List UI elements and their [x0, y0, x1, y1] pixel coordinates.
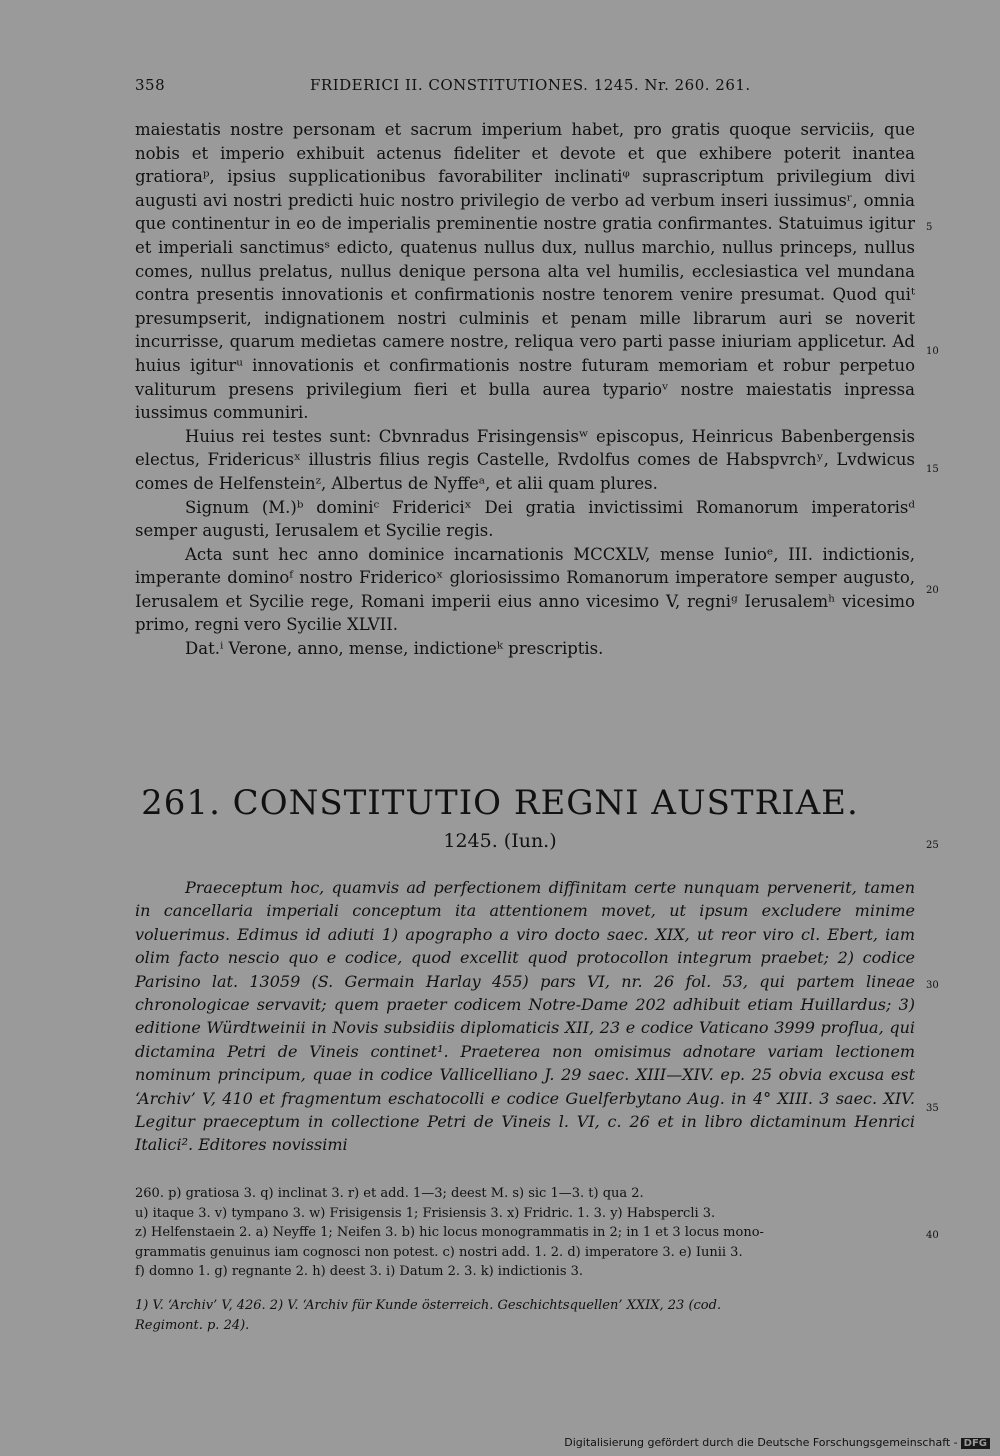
footnote-line: Regimont. p. 24).: [135, 1318, 250, 1333]
margin-line-number: 35: [926, 1103, 939, 1114]
editorial-introduction: Praeceptum hoc, quamvis ad perfectionem diffinitam certe nunquam pervenerit, tamen in cancellaria imperiali conceptum ita attentionem movet, ut ipsum excludere minime voluerimus. Edimus id adiuti 1) apographo a viro docto saec. XIX, ut reor viro cl. Ebert, iam olim facto nescio quo e codice, quod excellit quod protocollon integrum praebet; 2) codice Parisino lat. 13059 (S. Germain Harlay 455) pars VI, nr. 26 fol. 53, qui partem lineae chronologicae servavit; quem praeter codicem Notre-Dame 202 adhibuit etiam Huillardus; 3) editione Würdtweinii in Novis subsidiis diplomaticis XII, 23 e codice Vaticano 3999 proflua, qui dictamina Petri de Vineis continet¹. Praeterea non omisimus adnotare variam lectionem nominum principum, quae in codice Vallicelliano J. 29 saec. XIII—XIV. ep. 25 obvia excusa est ‘Archiv’ V, 410 et fragmentum eschatocolli e codice Guelferbytano Aug. in 4° XIII. 3 saec. XIV. Legitur praeceptum in collectione Petri de Vineis l. VI, c. 26 et in libro dictaminum Henrici Italici². Editores novissimi: [135, 878, 915, 1155]
apparatus-line: f) domno 1. g) regnante 2. h) deest 3. i) Datum 2. 3. k) indictionis 3.: [135, 1264, 584, 1280]
dating-paragraph: Acta sunt hec anno dominice incarnationis MCCXLV, mense Iunioᵉ, III. indictionis, imperante dominoᶠ nostro Fridericoˣ gloriosissimo Romanorum imperatore semper augusto, Ierusalem et Sycilie rege, Romani imperii eius anno vicesimo V, regniᵍ Ierusalemʰ vicesimo primo, regni vero Sycilie XLVII.: [135, 544, 915, 635]
margin-line-number: 15: [926, 464, 939, 475]
margin-line-number: 10: [926, 346, 939, 357]
credit-text: Digitalisierung gefördert durch die Deutsche Forschungsgemeinschaft -: [564, 1436, 958, 1449]
margin-line-number: 30: [926, 980, 939, 991]
dfg-logo: DFG: [961, 1438, 990, 1449]
running-title: FRIDERICI II. CONSTITUTIONES. 1245. Nr. 260. 261.: [310, 76, 751, 94]
critical-apparatus: [135, 1184, 915, 1282]
section-title: 261. CONSTITUTIO REGNI AUSTRIAE.: [141, 783, 859, 823]
apparatus-line: 260. p) gratiosa 3. q) inclinat 3. r) et add. 1—3; deest M. s) sic 1—3. t) qua 2.: [135, 1186, 644, 1201]
apparatus-line: z) Helfenstaein 2. a) Neyffe 1; Neifen 3. b) hic locus monogrammatis in 2; in 1 et 3 locus mono-: [135, 1225, 764, 1241]
apparatus-line: grammatis genuinus iam cognosci non potest. c) nostri add. 1. 2. d) imperatore 3. e) Iunii 3.: [135, 1244, 743, 1260]
charter-paragraph: maiestatis nostre personam et sacrum imperium habet, pro gratis quoque serviciis, que nobis et imperio exhibuit actenus fideliter et devote et que exhibere poterit inantea gratioraᵖ, ipsius supplicationibus favorabiliter inclinatiᵠ suprascriptum privilegium divi augusti avi nostri predicti huic nostro privilegio de verbo ad verbum inseri iussimusʳ, omnia que continentur in eo de imperialis preminentie nostre gratia confirmantes. Statuimus igitur et imperiali sanctimusˢ edicto, quatenus nullus dux, nullus marchio, nullus princeps, nullus comes, nullus prelatus, nullus denique persona alta vel humilis, ecclesiastica vel mundana contra presentis innovationis et confirmationis nostre tenorem venire presumat. Quod quiᵗ presumpserit, indignationem nostri culminis et penam mille librarum auri se noverit incurrisse, quarum medietas camere nostre, reliqua vero parti passe iniuriam applicetur. Ad huius igiturᵘ innovationis et confirmationis nostre futuram memoriam et robur perpetuo valiturum presens privilegium fieri et bulla aurea typarioᵛ nostre maiestatis inpressa iussimus communiri.: [135, 120, 915, 423]
datum-paragraph: Dat.ⁱ Verone, anno, mense, indictioneᵏ prescriptis.: [185, 639, 604, 659]
signum-paragraph: Signum (M.)ᵇ dominiᶜ Fridericiˣ Dei gratia invictissimi Romanorum imperatorisᵈ semper augusti, Ierusalem et Sycilie regis.: [135, 497, 915, 541]
footnotes: [135, 1296, 915, 1336]
footnote-line: 1) V. ‘Archiv’ V, 426. 2) V. ‘Archiv für Kunde österreich. Geschichtsquellen’ XXIX, 23 (cod.: [135, 1298, 722, 1313]
witnesses-paragraph: Huius rei testes sunt: Cbvnradus Frisingensisʷ episcopus, Heinricus Babenbergensis electus, Fridericusˣ illustris filius regis Castelle, Rvdolfus comes de Habspvrchʸ, Lvdwicus comes de Helfensteinᶻ, Albertus de Nyffeᵃ, et alii quam plures.: [135, 426, 915, 493]
charter-text: [135, 118, 915, 661]
margin-line-number: 20: [926, 585, 939, 596]
section-date: 1245. (Iun.): [443, 830, 557, 852]
margin-line-number: 40: [926, 1230, 939, 1241]
apparatus-line: u) itaque 3. v) tympano 3. w) Frisigensis 1; Frisiensis 3. x) Fridric. 1. 3. y) Habspercli 3.: [135, 1205, 716, 1221]
page-number: 358: [135, 76, 166, 94]
digitization-credit: [564, 1436, 990, 1449]
margin-line-number: 5: [926, 222, 933, 233]
margin-line-number: 25: [926, 840, 939, 851]
